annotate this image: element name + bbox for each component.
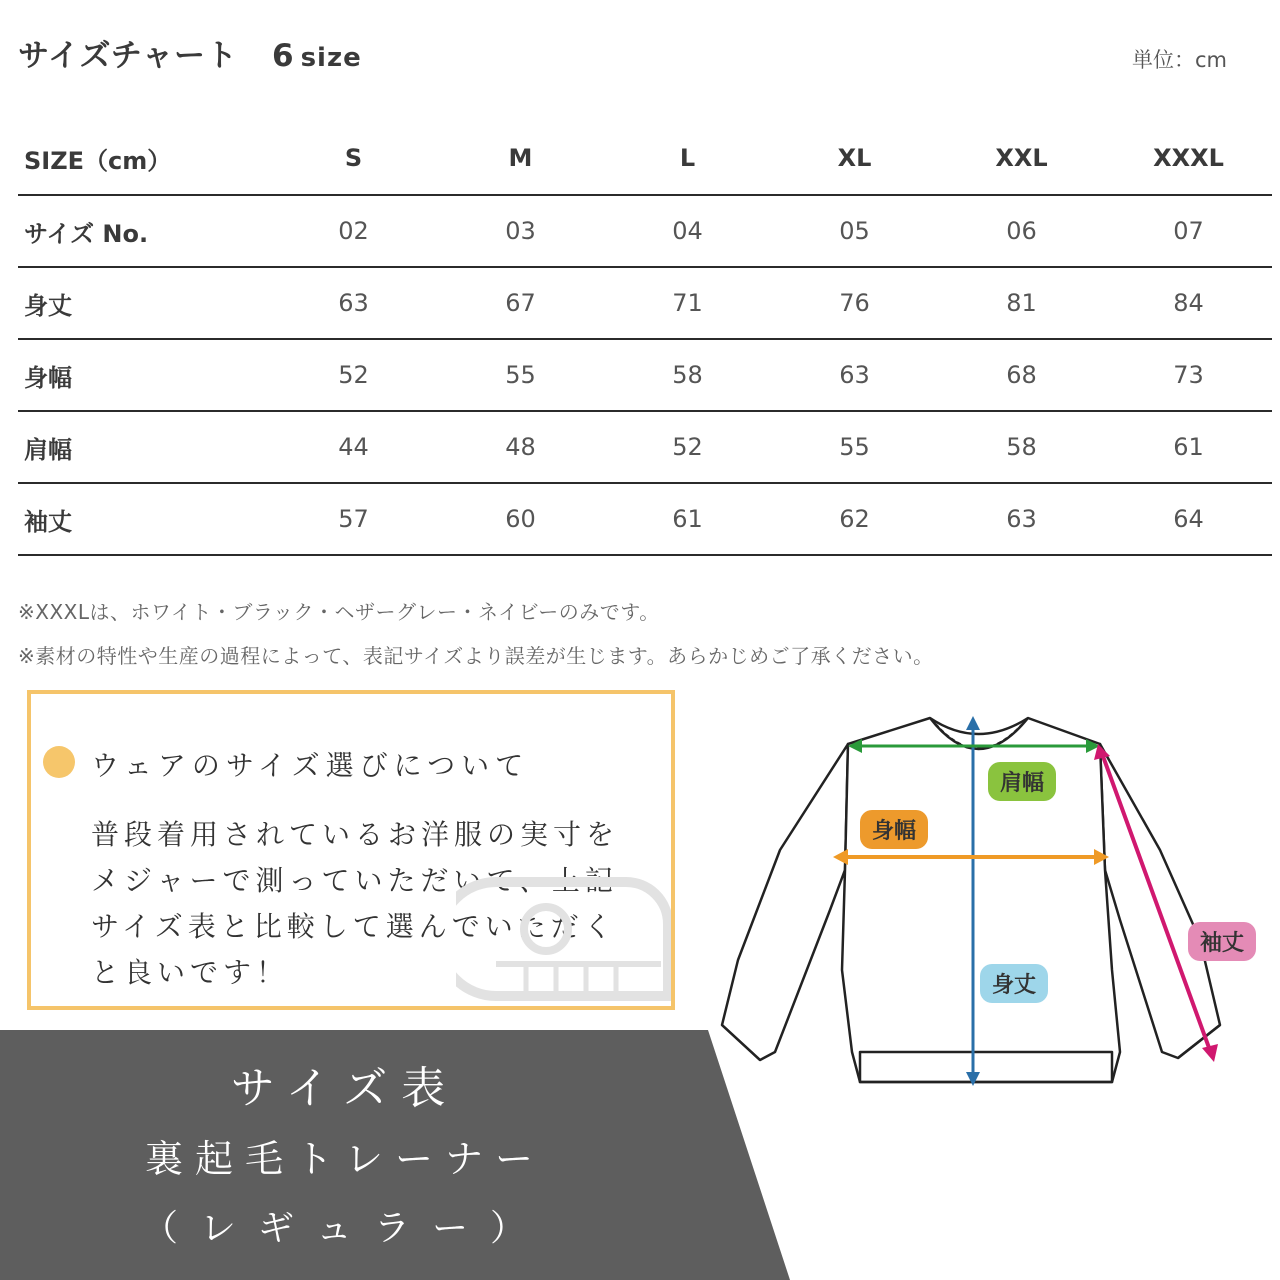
row-label: 身丈	[18, 267, 270, 339]
tip-title: ウェアのサイズ選びについて	[91, 749, 530, 782]
table-cell: 84	[1105, 267, 1272, 339]
tip-line: 普段着用されているお洋服の実寸を	[91, 818, 620, 851]
table-cell: 81	[938, 267, 1105, 339]
tip-line: サイズ表と比較して選んでいただく	[91, 910, 617, 943]
table-cell: 55	[437, 339, 604, 411]
table-cell: 64	[1105, 483, 1272, 555]
table-row	[18, 483, 1272, 555]
size-header: XXL	[938, 122, 1105, 195]
table-cell: 76	[771, 267, 938, 339]
table-cell: 52	[270, 339, 437, 411]
table-cell: 55	[771, 411, 938, 483]
sweatshirt-diagram	[700, 680, 1280, 1100]
size-header: L	[604, 122, 771, 195]
banner-variant: （レギュラー）	[141, 1208, 548, 1249]
row-label: 身幅	[18, 339, 270, 411]
size-header: XXXL	[1105, 122, 1272, 195]
table-cell: 58	[604, 339, 771, 411]
table-cell: 60	[437, 483, 604, 555]
table-cell: 68	[938, 339, 1105, 411]
tip-line: メジャーで測っていただいて、上記	[91, 864, 618, 897]
page-title	[18, 30, 362, 75]
row-label: サイズ No.	[18, 195, 270, 267]
table-row	[18, 195, 1272, 267]
table-cell: 52	[604, 411, 771, 483]
table-cell: 07	[1105, 195, 1272, 267]
table-cell: 62	[771, 483, 938, 555]
unit-label: 単位：cm	[1132, 48, 1228, 72]
table-cell: 03	[437, 195, 604, 267]
corner-header: SIZE（cm）	[18, 122, 270, 195]
note-availability: ※XXXLは、ホワイト・ブラック・ヘザーグレー・ネイビーのみです。	[18, 600, 660, 624]
tip-box	[27, 690, 675, 1010]
size-header: S	[270, 122, 437, 195]
table-cell: 44	[270, 411, 437, 483]
table-cell: 61	[604, 483, 771, 555]
note-tolerance: ※素材の特性や生産の過程によって、表記サイズより誤差が生じます。あらかじめご了承ください。	[18, 644, 934, 668]
size-table	[18, 122, 1272, 556]
bullet-dot-icon	[43, 746, 75, 778]
table-cell: 05	[771, 195, 938, 267]
table-cell: 67	[437, 267, 604, 339]
table-row	[18, 339, 1272, 411]
table-cell: 02	[270, 195, 437, 267]
table-header-row	[18, 122, 1272, 195]
shoulder-label: 肩幅	[988, 762, 1056, 801]
table-cell: 57	[270, 483, 437, 555]
banner-title: サイズ表	[230, 1063, 460, 1114]
table-row	[18, 267, 1272, 339]
row-label: 袖丈	[18, 483, 270, 555]
title-text: サイズチャート	[18, 38, 238, 74]
size-header: XL	[771, 122, 938, 195]
table-cell: 48	[437, 411, 604, 483]
table-cell: 06	[938, 195, 1105, 267]
table-row	[18, 411, 1272, 483]
table-cell: 63	[771, 339, 938, 411]
table-cell: 61	[1105, 411, 1272, 483]
row-label: 肩幅	[18, 411, 270, 483]
table-cell: 63	[938, 483, 1105, 555]
size-word: size	[300, 43, 362, 73]
table-cell: 73	[1105, 339, 1272, 411]
table-cell: 63	[270, 267, 437, 339]
sleeve-label: 袖丈	[1188, 922, 1256, 961]
table-cell: 04	[604, 195, 771, 267]
banner-product: 裏起毛トレーナー	[144, 1137, 545, 1181]
size-count: 6	[271, 38, 295, 74]
size-header: M	[437, 122, 604, 195]
tape-measure-icon	[456, 874, 671, 1004]
table-cell: 71	[604, 267, 771, 339]
length-label: 身丈	[980, 964, 1048, 1003]
chest-label: 身幅	[860, 810, 928, 849]
table-cell: 58	[938, 411, 1105, 483]
tip-line: と良いです！	[91, 956, 290, 989]
